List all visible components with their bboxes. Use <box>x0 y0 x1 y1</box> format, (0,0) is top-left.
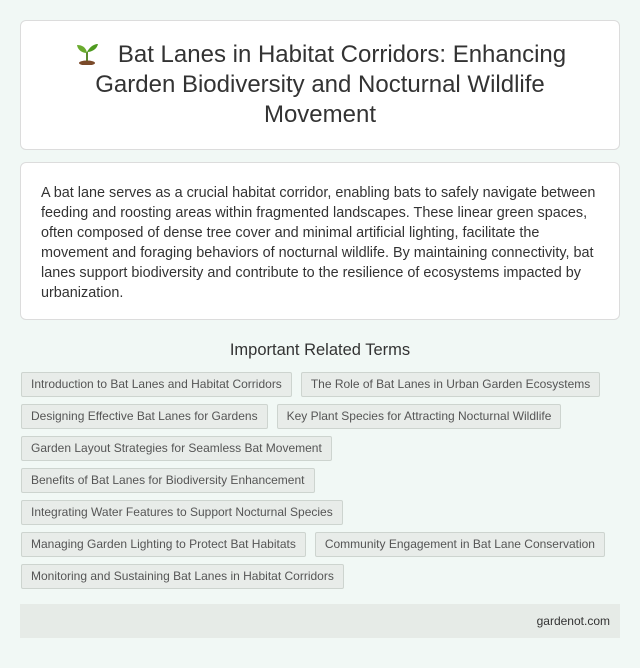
term-tag[interactable]: Key Plant Species for Attracting Nocturnal Wildlife <box>277 404 562 429</box>
term-tag[interactable]: Garden Layout Strategies for Seamless Bat Movement <box>21 436 332 461</box>
footer-site-link[interactable]: gardenot.com <box>536 614 610 628</box>
term-tag[interactable]: Introduction to Bat Lanes and Habitat Corridors <box>21 372 292 397</box>
intro-text: A bat lane serves as a crucial habitat corridor, enabling bats to safely navigate between feeding and roosting areas within fragmented landscapes. These linear green spaces, often composed of dense tree cover and minimal artificial lighting, facilitate the movement and foraging behaviors of nocturnal wildlife. By maintaining connectivity, bat lanes support biodiversity and contribute to the resilience of ecosystems impacted by urbanization. <box>41 185 596 301</box>
related-terms-list <box>21 372 621 589</box>
sprout-icon <box>74 41 100 65</box>
term-tag[interactable]: The Role of Bat Lanes in Urban Garden Ecosystems <box>301 372 600 397</box>
page-title <box>51 40 589 130</box>
intro-card <box>20 162 620 320</box>
page-title-text: Bat Lanes in Habitat Corridors: Enhancing Garden Biodiversity and Nocturnal Wildlife Movement <box>95 41 567 128</box>
term-tag[interactable]: Monitoring and Sustaining Bat Lanes in Habitat Corridors <box>21 564 344 589</box>
related-terms-heading: Important Related Terms <box>229 341 411 359</box>
term-tag[interactable]: Community Engagement in Bat Lane Conservation <box>315 532 605 557</box>
title-card <box>20 20 620 150</box>
term-tag[interactable]: Benefits of Bat Lanes for Biodiversity Enhancement <box>21 468 315 493</box>
term-tag[interactable]: Designing Effective Bat Lanes for Gardens <box>21 404 268 429</box>
footer <box>20 604 620 638</box>
term-tag[interactable]: Integrating Water Features to Support Nocturnal Species <box>21 500 343 525</box>
term-tag[interactable]: Managing Garden Lighting to Protect Bat Habitats <box>21 532 306 557</box>
